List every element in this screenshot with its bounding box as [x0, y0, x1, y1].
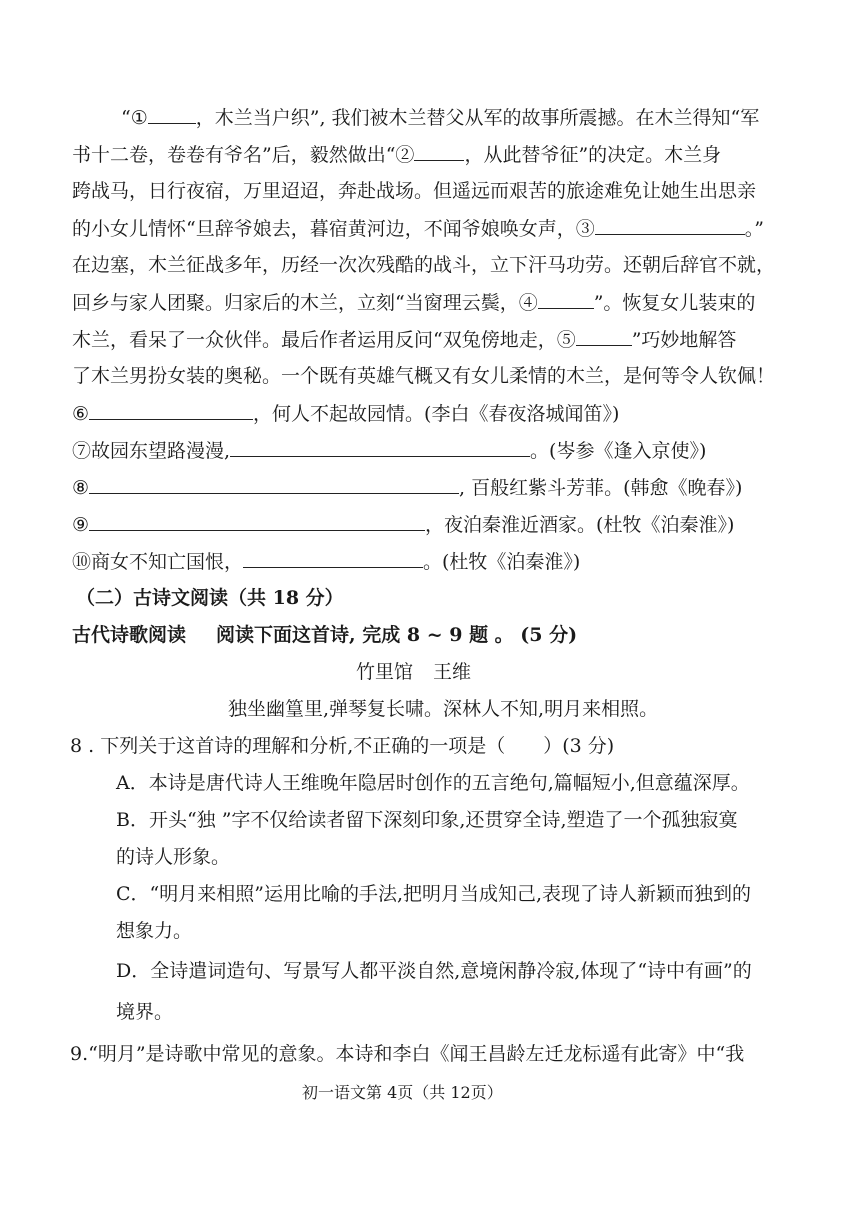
q8-option-d[interactable]: D．全诗遣词造句、写景写人都平淡自然,意境闲静冷寂,体现了“诗中有画”的	[116, 960, 752, 982]
answer-blank-7[interactable]	[230, 437, 530, 457]
poem-heading	[356, 659, 471, 685]
passage-line-5: 在边塞，木兰征战多年，历经一次次残酷的战斗，立下汗马功劳。还朝后辞官不就，	[72, 254, 776, 276]
section-subheading: 古代诗歌阅读 阅读下面这首诗, 完成 8 ~ 9 题 。 (5 分)	[72, 624, 578, 646]
answer-blank-6[interactable]	[89, 400, 253, 420]
passage-line-6: 回乡与家人团聚。归家后的木兰，立刻“当窗理云鬓，④ ”。恢复女儿装束的	[72, 289, 755, 316]
q8-stem: 8 . 下列关于这首诗的理解和分析,不正确的一项是（ ）(3 分)	[70, 735, 615, 757]
fill-item-7: ⑦故园东望路漫漫, 。(岑参《逢入京使》)	[72, 437, 706, 464]
poem-author: 王维	[433, 661, 472, 683]
q8-option-c[interactable]: C．“明月来相照”运用比喻的手法,把明月当成知己,表现了诗人新颖而独到的	[116, 883, 752, 905]
passage-line-4: 的小女儿情怀“旦辞爷娘去，暮宿黄河边，不闻爷娘唤女声，③ 。”	[72, 215, 764, 242]
q8-option-b-cont: 的诗人形象。	[116, 846, 231, 868]
passage-line-7: 木兰，看呆了一众伙伴。最后作者运用反问“双兔傍地走，⑤ ”巧妙地解答	[72, 326, 736, 353]
fill-item-8: ⑧ , 百般红紫斗芳菲。(韩愈《晚春》)	[72, 474, 742, 501]
answer-blank-8[interactable]	[89, 474, 459, 494]
page-footer: 初一语文第 4页（共 12页）	[302, 1083, 503, 1102]
section-heading: （二）古诗文阅读（共 18 分）	[76, 587, 344, 609]
poem-title: 竹里馆	[356, 661, 414, 683]
q9-stem: 9.“明月”是诗歌中常见的意象。本诗和李白《闻王昌龄左迁龙标遥有此寄》中“我	[70, 1043, 745, 1065]
q8-option-a[interactable]: A．本诗是唐代诗人王维晚年隐居时创作的五言绝句,篇幅短小,但意蕴深厚。	[116, 772, 750, 794]
passage-line-3: 跨战马，日行夜宿，万里迢迢，奔赴战场。但遥远而艰苦的旅途难免让她生出思亲	[72, 180, 757, 202]
fill-item-10: ⑩商女不知亡国恨， 。(杜牧《泊秦淮》)	[72, 548, 580, 575]
answer-blank-1[interactable]	[148, 104, 196, 124]
answer-blank-4[interactable]	[538, 289, 594, 309]
q8-option-c-cont: 想象力。	[116, 920, 193, 942]
answer-blank-5[interactable]	[576, 326, 632, 346]
fill-item-6: ⑥ ，何人不起故园情。(李白《春夜洛城闻笛》)	[72, 400, 619, 427]
passage-line-2: 书十二卷，卷卷有爷名”后，毅然做出“② ，从此替爷征”的决定。木兰身	[72, 141, 721, 168]
passage-line-1: “① ，木兰当户织”, 我们被木兰替父从军的故事所震撼。在木兰得知“军	[121, 104, 759, 131]
q8-option-d-cont: 境界。	[116, 1001, 174, 1023]
poem-text: 独坐幽篁里,弹琴复长啸。深林人不知,明月来相照。	[228, 698, 659, 720]
answer-blank-10[interactable]	[243, 548, 423, 568]
answer-blank-9[interactable]	[89, 511, 425, 531]
passage-line-8: 了木兰男扮女装的奥秘。一个既有英雄气概又有女儿柔情的木兰，是何等令人钦佩！	[72, 365, 776, 387]
answer-blank-2[interactable]	[414, 141, 464, 161]
answer-blank-3[interactable]	[595, 215, 745, 235]
q8-option-b[interactable]: B．开头“独 ”字不仅给读者留下深刻印象,还贯穿全诗,塑造了一个孤独寂寞	[116, 809, 738, 831]
fill-item-9: ⑨ ，夜泊秦淮近酒家。(杜牧《泊秦淮》)	[72, 511, 734, 538]
